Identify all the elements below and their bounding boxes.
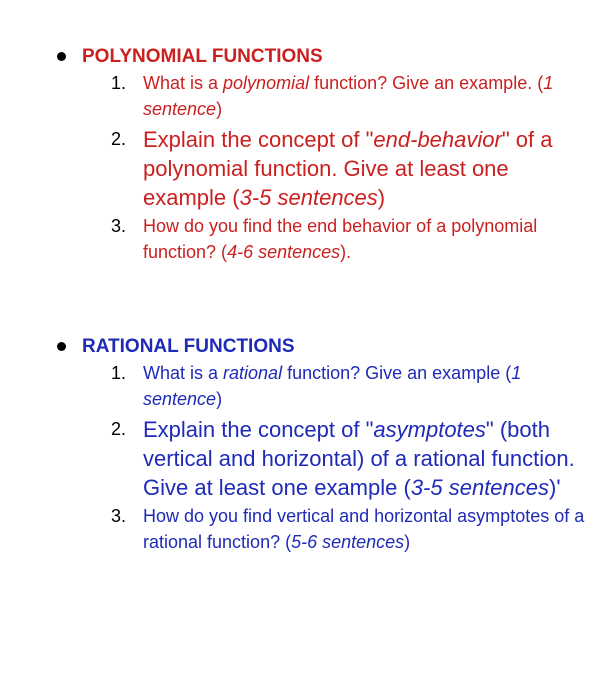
rational-question-list [0, 360, 602, 555]
list-number: 1. [111, 73, 127, 93]
list-number: 3. [111, 506, 127, 526]
polynomial-question-list [0, 70, 602, 265]
rational-section [0, 334, 602, 555]
list-number: 2. [111, 419, 127, 439]
list-number: 1. [111, 363, 127, 383]
list-number: 3. [111, 216, 127, 236]
polynomial-question-3: 3. How do you find the end behavior of a polynomial function? (4-6 sentences). [0, 213, 602, 265]
rational-heading-row [0, 334, 602, 360]
rational-question-2: 2. Explain the concept of "asymptotes" (both vertical and horizontal) of a rational function. Give at least one example (3-5 sentences)' [111, 417, 575, 500]
rational-question-3: 3. How do you find vertical and horizontal asymptotes of a rational function? (5-6 sentences) [0, 503, 602, 555]
bullet-icon [57, 342, 66, 351]
polynomial-heading: POLYNOMIAL FUNCTIONS [82, 46, 323, 67]
bullet-icon [57, 52, 66, 61]
polynomial-question-2: 2. Explain the concept of "end-behavior" of a polynomial function. Give at least one example (3-5 sentences) [111, 127, 553, 210]
polynomial-question-1: 1. What is a polynomial function? Give an example. (1 sentence) [0, 70, 602, 122]
polynomial-section [0, 44, 602, 265]
rational-heading: RATIONAL FUNCTIONS [82, 336, 295, 357]
rational-question-1: 1. What is a rational function? Give an example (1 sentence) [0, 360, 602, 412]
list-number: 2. [111, 129, 127, 149]
polynomial-heading-row [0, 44, 602, 70]
